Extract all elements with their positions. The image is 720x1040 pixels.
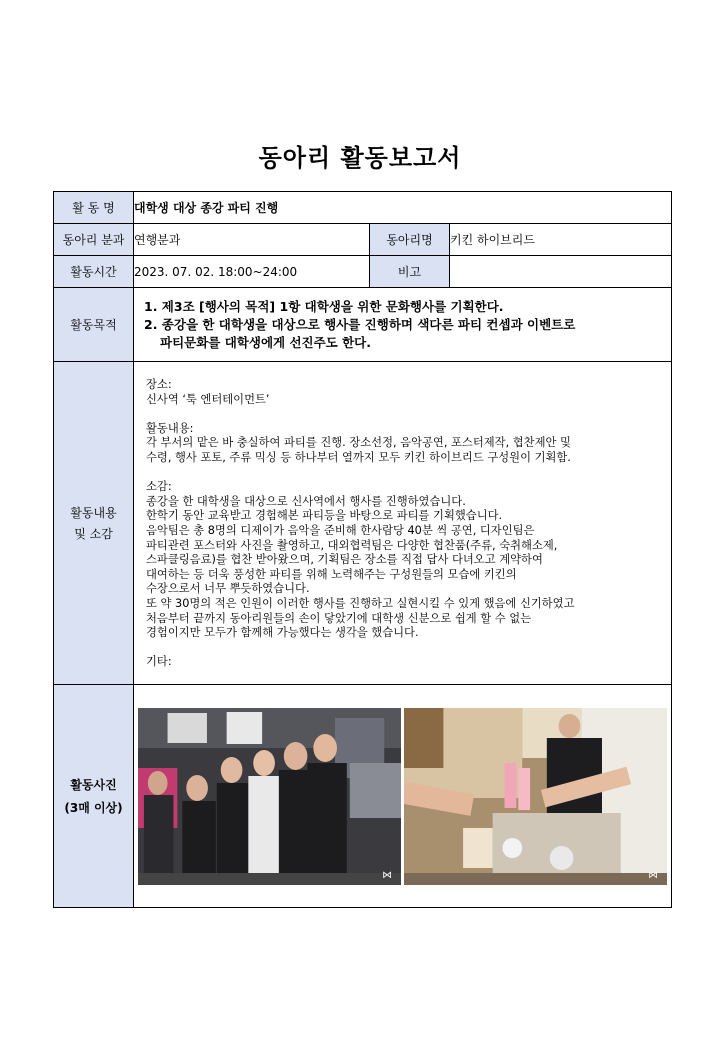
club-name-label: 동아리명 (370, 224, 450, 256)
photos-cell (134, 685, 672, 908)
group-photo-party-members-icon (138, 708, 401, 885)
remarks-label: 비고 (370, 256, 450, 288)
content-label-line1: 활동내용 (70, 506, 117, 520)
activity-time-value: 2023. 07. 02. 18:00~24:00 (134, 256, 370, 288)
review-text: 종강을 한 대학생을 대상으로 신사역에서 행사를 진행하였습니다. 한학기 동안 교육받고 경험해본 파티등을 바탕으로 파티를 기획했습니다. 음악팀은 총 8명의 디제이가 음악을 준비해 한사람당 40분 씩 공연, 디자인팀은 파티관련 포스터와 사진을 촬영하고, 대외협력팀은 다양한 협찬품(주류, 숙취해소제, 스파클링음료)를 협찬 받아왔으며, 기획팀은 장소를 직접 답사 다녀오고 계약하여 대여하는 등 더욱 풍성한 파티를 위해 노력해주는 구성원들의 모습에 키킨의 수장으로서 너무 뿌듯하였습니다. 또 약 30명의 적은 인원이 이러한 행사를 진행하고 실현시킬 수 있게 했음에 신기하였고 처음부터 끝까지 동아리원들의 손이 닿았기에 대학생 신분으로 쉽게 할 수 없는 경험이지만 모두가 함께해 가능했다는 생각을 했습니다. (146, 494, 575, 640)
purpose-line-1: 1. 제3조 [행사의 목적] 1항 대학생을 위한 문화행사를 기획한다. (144, 298, 504, 314)
review-label: 소감: (146, 480, 172, 494)
svg-text:⋈: ⋈ (648, 869, 659, 881)
activity-text: 각 부서의 맡은 바 충실하여 파티를 진행. 장소선정, 음악공연, 포스터제작, 협찬제안 및 수령, 행사 포토, 주류 믹싱 등 하나부터 열까지 모두 키킨 하이브리드 구성원이 기획함. (146, 436, 571, 464)
content-body (134, 362, 672, 685)
page-title: 동아리 활동보고서 (258, 144, 462, 172)
purpose-content (134, 288, 672, 362)
content-label (54, 362, 134, 685)
content-label-line2: 및 소감 (74, 527, 113, 541)
place-value: 신사역 ‘툭 엔터테이먼트’ (146, 392, 270, 406)
club-category-label: 동아리 분과 (54, 224, 134, 256)
activity-name-label: 활 동 명 (54, 192, 134, 224)
purpose-label: 활동목적 (54, 288, 134, 362)
photos-label (54, 685, 134, 908)
svg-text:⋈: ⋈ (382, 869, 393, 881)
group-photo-toast-drinks-icon (404, 708, 667, 885)
photos-label-line1: 활동사진 (70, 778, 117, 792)
report-table (53, 191, 672, 908)
club-category-value: 연행분과 (134, 224, 370, 256)
club-name-value: 키킨 하이브리드 (450, 224, 672, 256)
photos-label-line2: (3매 이상) (64, 801, 123, 815)
purpose-line-2: 2. 종강을 한 대학생을 대상으로 행사를 진행하며 색다른 파티 컨셉과 이벤트로 (144, 316, 576, 332)
remarks-value (450, 256, 672, 288)
activity-time-label: 활동시간 (54, 256, 134, 288)
etc-label: 기타: (146, 655, 172, 669)
place-label: 장소: (146, 378, 172, 391)
activity-name-value: 대학생 대상 종강 파티 진행 (134, 192, 672, 224)
purpose-line-3: 파티문화를 대학생에게 선진주도 한다. (160, 334, 372, 350)
activity-label: 활동내용: (146, 421, 194, 435)
